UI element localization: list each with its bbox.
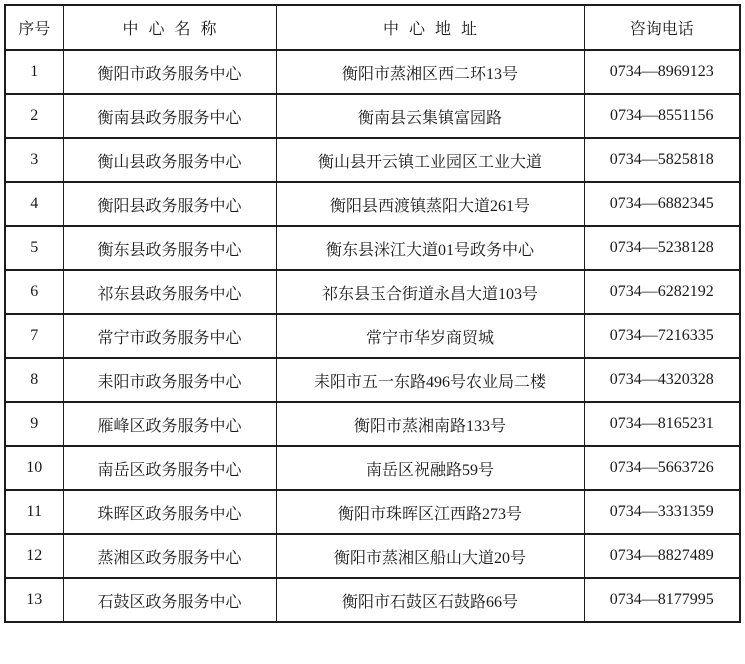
cell-phone: 0734—7216335	[584, 314, 740, 358]
table-row	[5, 358, 740, 402]
table-row	[5, 314, 740, 358]
cell-center-name: 衡南县政务服务中心	[63, 94, 276, 138]
cell-serial-number: 10	[5, 446, 63, 490]
table-row	[5, 402, 740, 446]
cell-phone: 0734—6882345	[584, 182, 740, 226]
cell-center-name: 衡阳市政务服务中心	[63, 50, 276, 94]
cell-center-address: 衡南县云集镇富园路	[276, 94, 584, 138]
cell-phone: 0734—8827489	[584, 534, 740, 578]
cell-center-address: 衡东县洣江大道01号政务中心	[276, 226, 584, 270]
table-header	[5, 5, 740, 50]
table-row	[5, 226, 740, 270]
cell-center-name: 珠晖区政务服务中心	[63, 490, 276, 534]
cell-center-address: 南岳区祝融路59号	[276, 446, 584, 490]
cell-center-address: 衡阳市蒸湘区西二环13号	[276, 50, 584, 94]
cell-center-address: 衡阳市蒸湘南路133号	[276, 402, 584, 446]
cell-center-name: 蒸湘区政务服务中心	[63, 534, 276, 578]
cell-phone: 0734—3331359	[584, 490, 740, 534]
cell-center-address: 常宁市华岁商贸城	[276, 314, 584, 358]
cell-serial-number: 5	[5, 226, 63, 270]
header-center-address: 中 心 地 址	[276, 5, 584, 50]
table-row	[5, 534, 740, 578]
cell-center-name: 衡山县政务服务中心	[63, 138, 276, 182]
cell-center-address: 衡阳市蒸湘区船山大道20号	[276, 534, 584, 578]
cell-phone: 0734—8551156	[584, 94, 740, 138]
cell-center-address: 祁东县玉合街道永昌大道103号	[276, 270, 584, 314]
table-row	[5, 94, 740, 138]
cell-phone: 0734—4320328	[584, 358, 740, 402]
table-row	[5, 270, 740, 314]
cell-serial-number: 2	[5, 94, 63, 138]
table-row	[5, 490, 740, 534]
cell-center-address: 衡阳县西渡镇蒸阳大道261号	[276, 182, 584, 226]
cell-phone: 0734—6282192	[584, 270, 740, 314]
header-serial-number: 序号	[5, 5, 63, 50]
cell-center-address: 耒阳市五一东路496号农业局二楼	[276, 358, 584, 402]
cell-serial-number: 6	[5, 270, 63, 314]
cell-phone: 0734—5238128	[584, 226, 740, 270]
cell-serial-number: 9	[5, 402, 63, 446]
cell-phone: 0734—5663726	[584, 446, 740, 490]
header-row	[5, 5, 740, 50]
cell-center-address: 衡山县开云镇工业园区工业大道	[276, 138, 584, 182]
cell-serial-number: 7	[5, 314, 63, 358]
table-row	[5, 138, 740, 182]
cell-center-name: 雁峰区政务服务中心	[63, 402, 276, 446]
cell-serial-number: 11	[5, 490, 63, 534]
table-row	[5, 578, 740, 622]
table-row	[5, 50, 740, 94]
cell-phone: 0734—8165231	[584, 402, 740, 446]
header-center-name: 中 心 名 称	[63, 5, 276, 50]
cell-serial-number: 13	[5, 578, 63, 622]
table-row	[5, 182, 740, 226]
cell-center-name: 衡东县政务服务中心	[63, 226, 276, 270]
cell-serial-number: 8	[5, 358, 63, 402]
cell-center-name: 常宁市政务服务中心	[63, 314, 276, 358]
cell-serial-number: 1	[5, 50, 63, 94]
table-body	[5, 50, 740, 622]
cell-serial-number: 12	[5, 534, 63, 578]
cell-center-name: 衡阳县政务服务中心	[63, 182, 276, 226]
cell-center-name: 南岳区政务服务中心	[63, 446, 276, 490]
cell-center-name: 耒阳市政务服务中心	[63, 358, 276, 402]
cell-serial-number: 3	[5, 138, 63, 182]
table-row	[5, 446, 740, 490]
cell-phone: 0734—5825818	[584, 138, 740, 182]
cell-center-name: 祁东县政务服务中心	[63, 270, 276, 314]
cell-center-address: 衡阳市珠晖区江西路273号	[276, 490, 584, 534]
cell-center-address: 衡阳市石鼓区石鼓路66号	[276, 578, 584, 622]
cell-serial-number: 4	[5, 182, 63, 226]
cell-phone: 0734—8177995	[584, 578, 740, 622]
cell-center-name: 石鼓区政务服务中心	[63, 578, 276, 622]
cell-phone: 0734—8969123	[584, 50, 740, 94]
header-phone: 咨询电话	[584, 5, 740, 50]
service-centers-table	[4, 4, 741, 623]
